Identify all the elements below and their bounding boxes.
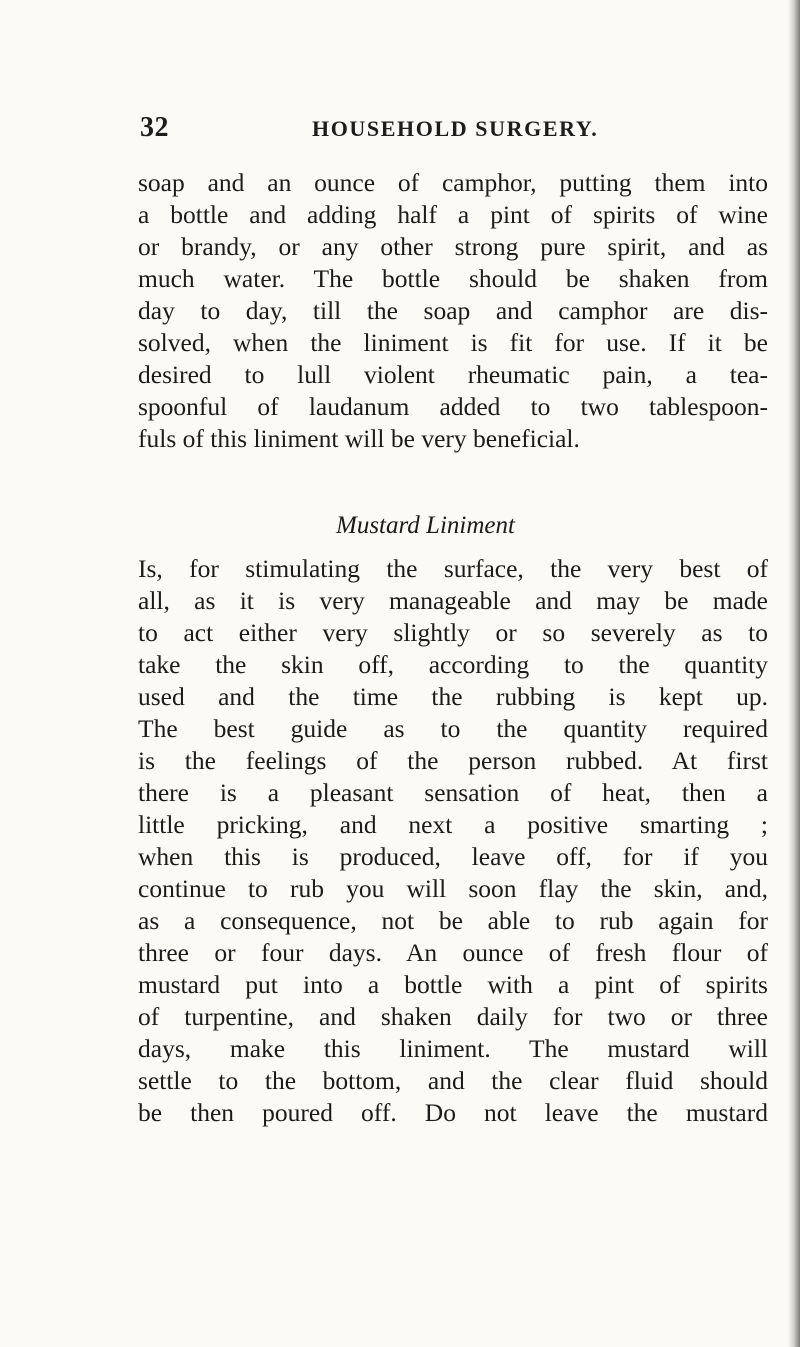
- text-line: The best guide as to the quantity required: [138, 714, 768, 743]
- text-line: settle to the bottom, and the clear fluid should: [138, 1066, 768, 1095]
- page-edge-shadow: [788, 0, 800, 1347]
- text-line: days, make this liniment. The mustard will: [138, 1034, 768, 1063]
- text-line: soap and an ounce of camphor, putting them into: [138, 168, 768, 197]
- text-line: solved, when the liniment is fit for use. If it be: [138, 328, 768, 357]
- page-number: 32: [140, 112, 169, 143]
- section-heading: Mustard Liniment: [336, 512, 515, 539]
- page-header: [140, 112, 760, 152]
- text-line: used and the time the rubbing is kept up.: [138, 682, 768, 711]
- text-line: a bottle and adding half a pint of spirits of wine: [138, 200, 768, 229]
- text-line: little pricking, and next a positive smarting ;: [138, 810, 768, 839]
- text-line: to act either very slightly or so severely as to: [138, 618, 768, 647]
- text-line: is the feelings of the person rubbed. At first: [138, 746, 768, 775]
- text-line: desired to lull violent rheumatic pain, a tea-: [138, 360, 768, 389]
- text-line: as a consequence, not be able to rub again for: [138, 906, 768, 935]
- text-line: be then poured off. Do not leave the mustard: [138, 1098, 768, 1127]
- paragraph-mustard-liniment: [138, 553, 768, 1129]
- text-line: continue to rub you will soon flay the skin, and,: [138, 874, 768, 903]
- paragraph-camphor-liniment: [138, 167, 768, 455]
- text-line: when this is produced, leave off, for if you: [138, 842, 768, 871]
- text-line: much water. The bottle should be shaken from: [138, 264, 768, 293]
- text-line: three or four days. An ounce of fresh flour of: [138, 938, 768, 967]
- text-line: of turpentine, and shaken daily for two or three: [138, 1002, 768, 1031]
- text-line: spoonful of laudanum added to two tablespoon-: [138, 392, 768, 421]
- text-line: fuls of this liniment will be very beneficial.: [138, 424, 580, 453]
- text-line: mustard put into a bottle with a pint of spirits: [138, 970, 768, 999]
- text-line: take the skin off, according to the quantity: [138, 650, 768, 679]
- text-line: there is a pleasant sensation of heat, then a: [138, 778, 768, 807]
- text-line: all, as it is very manageable and may be made: [138, 586, 768, 615]
- text-line: Is, for stimulating the surface, the very best of: [138, 554, 768, 583]
- text-line: day to day, till the soap and camphor are dis-: [138, 296, 768, 325]
- text-line: or brandy, or any other strong pure spirit, and as: [138, 232, 768, 261]
- running-head: HOUSEHOLD SURGERY.: [312, 116, 599, 141]
